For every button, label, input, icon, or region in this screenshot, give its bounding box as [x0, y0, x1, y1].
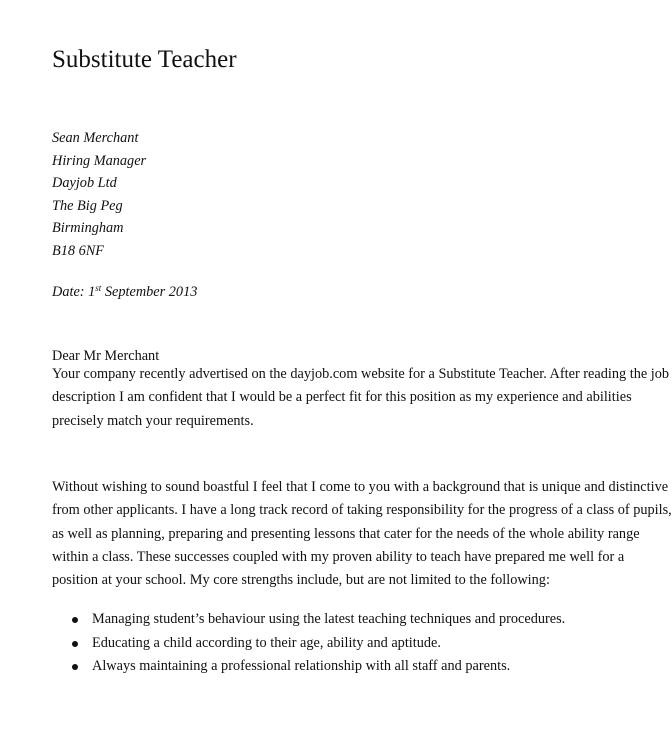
list-item-text: Educating a child according to their age, ability and aptitude. — [92, 634, 441, 651]
list-item-text: Always maintaining a professional relationship with all staff and parents. — [92, 658, 511, 675]
recipient-postcode: B18 6NF — [52, 242, 105, 259]
date-rest: September 2013 — [101, 284, 198, 300]
letter-date — [52, 282, 197, 302]
bullet-icon — [72, 664, 78, 670]
list-item — [52, 655, 565, 679]
date-ordinal-suffix: st — [95, 283, 102, 293]
salutation: Dear Mr Merchant — [52, 348, 160, 364]
recipient-company: Dayjob Ltd — [52, 175, 117, 192]
list-item — [52, 608, 565, 632]
recipient-name: Sean Merchant — [52, 130, 139, 146]
list-item-text: Managing student’s behaviour using the latest teaching techniques and procedures. — [92, 611, 566, 627]
document-title: Substitute Teacher — [52, 46, 237, 73]
recipient-role: Hiring Manager — [52, 152, 147, 169]
strengths-list — [52, 608, 565, 679]
paragraph-line: precisely match your requirements. — [52, 412, 254, 429]
list-item — [52, 632, 565, 656]
paragraph-line: Without wishing to sound boastful I feel that I come to you with a background that is unique and distinctive — [52, 479, 669, 495]
paragraph-line: description I am confident that I would be a perfect fit for this position as my experience and abilities — [52, 389, 632, 406]
bullet-icon — [72, 641, 78, 647]
paragraph-line: Your company recently advertised on the dayjob.com website for a Substitute Teacher. After reading the job — [52, 366, 670, 382]
bullet-icon — [72, 617, 78, 623]
paragraph-line: as well as planning, preparing and presenting lessons that cater for the needs of the whole ability range — [52, 525, 640, 542]
recipient-street: The Big Peg — [52, 197, 123, 214]
paragraph-intro — [52, 363, 669, 433]
recipient-address — [52, 127, 146, 263]
paragraph-line: within a class. These successes coupled with my proven ability to teach have prepared me well for a — [52, 548, 625, 565]
paragraph-line: position at your school. My core strengths include, but are not limited to the following: — [52, 572, 550, 589]
date-prefix: Date: 1 — [52, 284, 96, 300]
paragraph-background — [52, 476, 672, 592]
recipient-city: Birmingham — [52, 220, 124, 237]
paragraph-line: from other applicants. I have a long track record of taking responsibility for the progress of a class of pupils, — [52, 502, 672, 519]
